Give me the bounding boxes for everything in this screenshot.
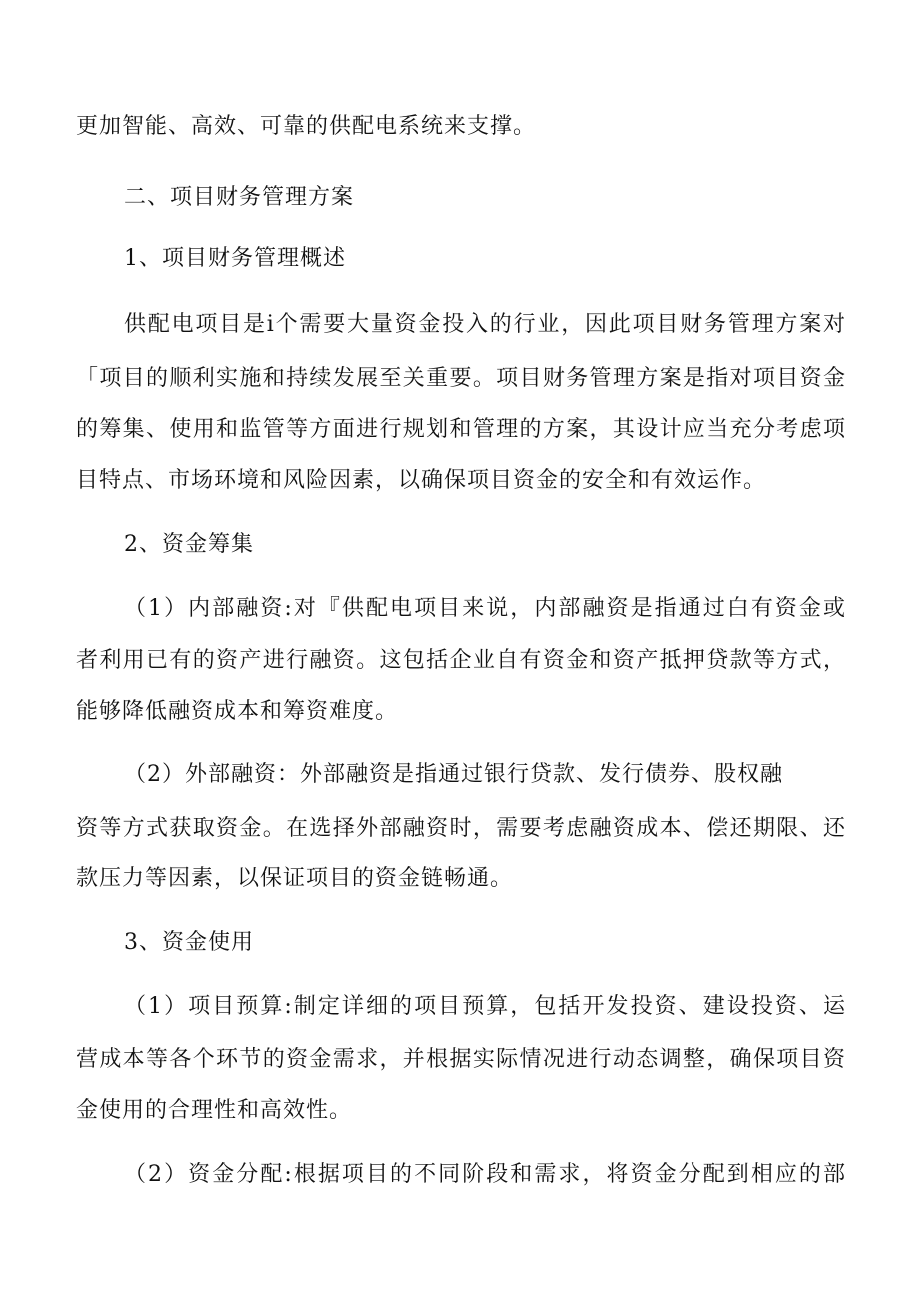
subsection-heading: 3、资金使用 (124, 930, 254, 955)
paragraph-line: （1）项目预算:制定详细的项目预算，包括开发投资、建设投资、运 (124, 994, 846, 1019)
paragraph-line: 资等方式获取资金。在选择外部融资时，需要考虑融资成本、偿还期限、还 (76, 816, 846, 841)
paragraph-line: 能够降低融资成本和筹资难度。 (76, 699, 399, 724)
paragraph-line: 的筹集、使用和监管等方面进行规划和管理的方案，其设计应当充分考虑项 (76, 417, 846, 442)
paragraph-line: （2）资金分配:根据项目的不同阶段和需求，将资金分配到相应的部 (124, 1162, 846, 1187)
paragraph-line: 目特点、市场环境和风险因素，以确保项目资金的安全和有效运作。 (76, 468, 767, 493)
subsection-heading: 1、项目财务管理概述 (124, 246, 346, 271)
paragraph-line: 「项目的顺利实施和持续发展至关重要。项目财务管理方案是指对项目资金 (76, 366, 846, 391)
paragraph-line: 款压力等因素，以保证项目的资金链畅通。 (76, 866, 514, 891)
paragraph-line: （1）内部融资:对『供配电项目来说，内部融资是指通过白有资金或 (124, 596, 846, 621)
paragraph-line: 者利用已有的资产进行融资。这包括企业自有资金和资产抵押贷款等方式， (76, 648, 846, 673)
paragraph-line: 供配电项目是i个需要大量资金投入的行业，因此项目财务管理方案对 (124, 312, 846, 337)
paragraph-line: 营成本等各个环节的资金需求，并根据实际情况进行动态调整，确保项目资 (76, 1047, 846, 1072)
section-heading: 二、项目财务管理方案 (124, 185, 355, 210)
paragraph-line: 更加智能、高效、可靠的供配电系统来支撑。 (76, 114, 537, 139)
subsection-heading: 2、资金筹集 (124, 532, 254, 557)
paragraph-line: （2）外部融资：外部融资是指通过银行贷款、发行债券、股权融 (124, 762, 783, 787)
paragraph-line: 金使用的合理性和高效性。 (76, 1098, 353, 1123)
